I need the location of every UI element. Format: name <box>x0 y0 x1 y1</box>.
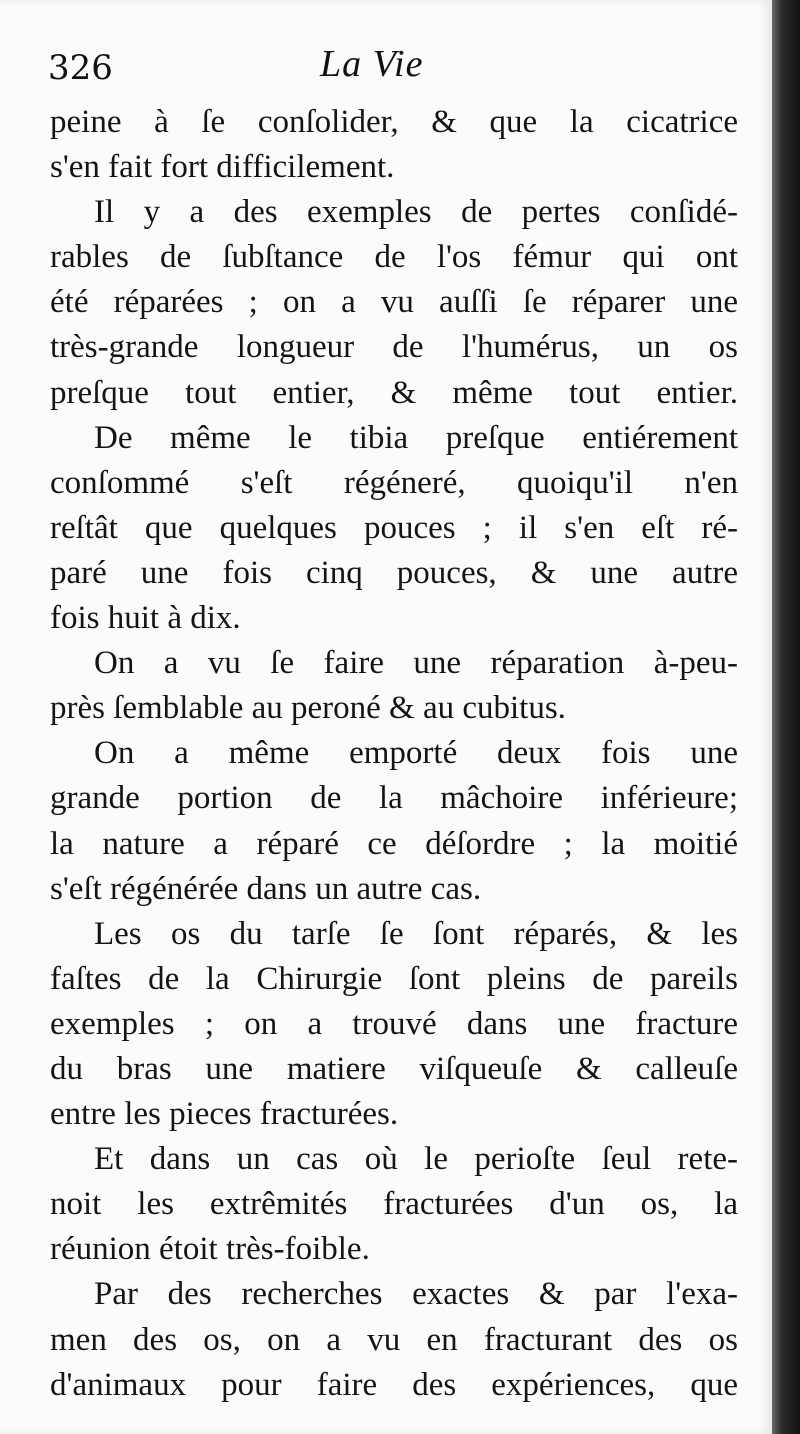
text-line: d'animaux pour faire des expériences, que <box>50 1366 738 1403</box>
running-title: La Vie <box>320 43 424 85</box>
text-line: grande portion de la mâchoire inférieure; <box>50 780 738 817</box>
text-line: Par des recherches exactes & par l'exa- <box>94 1276 738 1313</box>
text-line: du bras une matiere viſqueuſe & calleuſe <box>50 1050 738 1087</box>
text-line: s'eſt régénérée dans un autre cas. <box>50 870 482 907</box>
text-line: exemples ; on a trouvé dans une fracture <box>50 1005 738 1042</box>
text-line: entre les pieces fracturées. <box>50 1096 399 1133</box>
page-edge-shadow <box>772 0 800 1434</box>
text-line: été réparées ; on a vu auſſi ſe réparer une <box>50 284 738 321</box>
text-line: Il y a des exemples de pertes conſidé- <box>94 194 738 231</box>
text-line: la nature a réparé ce déſordre ; la moitié <box>50 825 738 862</box>
text-line: men des os, on a vu en fracturant des os <box>50 1321 738 1358</box>
text-line: fois huit à dix. <box>50 600 241 637</box>
body-text <box>50 100 738 1408</box>
text-line: paré une fois cinq pouces, & une autre <box>50 554 738 591</box>
text-line: rables de ſubſtance de l'os fémur qui ont <box>50 239 738 276</box>
text-line: réunion étoit très-foible. <box>50 1231 370 1268</box>
text-line: On a même emporté deux fois une <box>94 735 738 772</box>
text-line: De même le tibia preſque entiérement <box>94 419 738 456</box>
text-line: peine à ſe conſolider, & que la cicatrice <box>50 104 738 140</box>
text-line: noit les extrêmités fracturées d'un os, la <box>50 1186 738 1223</box>
text-line: preſque tout entier, & même tout entier. <box>50 374 738 411</box>
text-line: faſtes de la Chirurgie ſont pleins de pareils <box>50 960 738 997</box>
text-line: s'en fait fort difficilement. <box>50 149 395 186</box>
text-line: très-grande longueur de l'humérus, un os <box>50 329 738 366</box>
text-line: reſtât que quelques pouces ; il s'en eſt ré- <box>50 509 738 546</box>
text-line: Les os du tarſe ſe ſont réparés, & les <box>94 915 738 952</box>
text-line: conſommé s'eſt régéneré, quoiqu'il n'en <box>50 464 738 501</box>
page-header <box>48 40 738 96</box>
text-line: On a vu ſe faire une réparation à-peu- <box>94 645 738 682</box>
page-number: 326 <box>48 48 113 88</box>
text-line: Et dans un cas où le perioſte ſeul rete- <box>94 1141 738 1178</box>
text-line: près ſemblable au peroné & au cubitus. <box>50 690 566 727</box>
